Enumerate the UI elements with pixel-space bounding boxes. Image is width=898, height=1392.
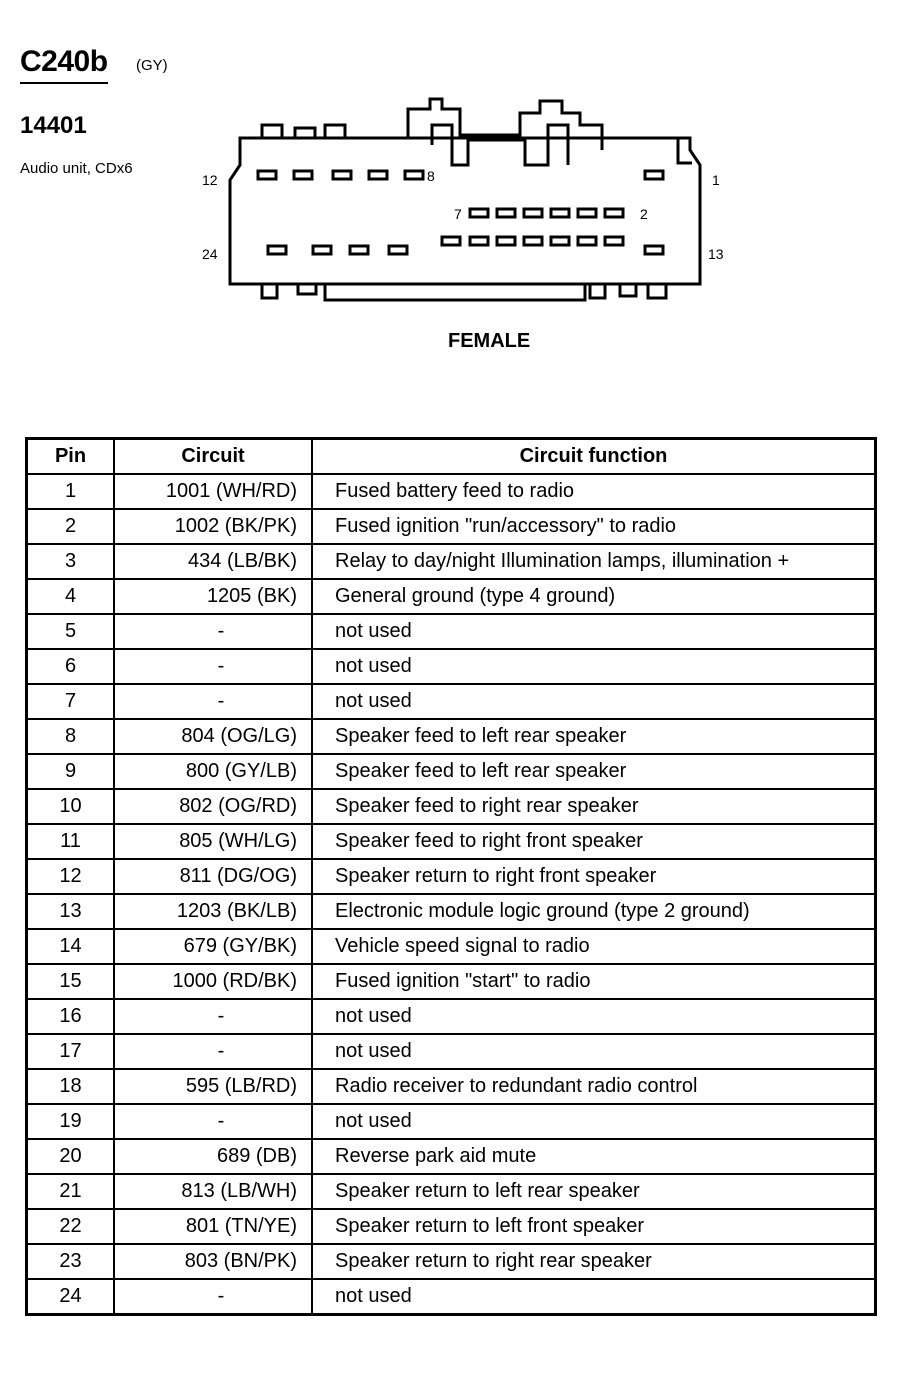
pin-number: 12 (27, 859, 115, 894)
circuit-function: Speaker feed to left rear speaker (312, 754, 876, 789)
table-row (27, 1034, 876, 1069)
bottom-tab (262, 284, 277, 298)
pin-cavity (578, 209, 596, 217)
pin-cavity (578, 237, 596, 245)
table-row (27, 684, 876, 719)
pin-cavity (470, 237, 488, 245)
bottom-tab (620, 284, 636, 296)
circuit-code: 1205 (BK) (114, 579, 312, 614)
part-number: 14401 (20, 112, 87, 139)
circuit-code: - (114, 1279, 312, 1315)
pin-number: 19 (27, 1104, 115, 1139)
circuit-function: Fused ignition "run/accessory" to radio (312, 509, 876, 544)
circuit-code: - (114, 614, 312, 649)
table-row (27, 719, 876, 754)
pin-cavity (605, 237, 623, 245)
circuit-function: Speaker feed to right front speaker (312, 824, 876, 859)
pin-number: 24 (27, 1279, 115, 1315)
circuit-function: not used (312, 649, 876, 684)
circuit-code: 801 (TN/YE) (114, 1209, 312, 1244)
table-row (27, 509, 876, 544)
pin-number: 4 (27, 579, 115, 614)
pin-cavity (389, 246, 407, 254)
header-function: Circuit function (312, 439, 876, 475)
pin-cavity (258, 171, 276, 179)
pin-table (25, 437, 877, 1316)
pin-cavity (497, 237, 515, 245)
table-row (27, 614, 876, 649)
top-latch (262, 125, 282, 138)
pin-label-13: 13 (708, 246, 724, 262)
pin-cavity (268, 246, 286, 254)
table-row (27, 1174, 876, 1209)
circuit-code: 1000 (RD/BK) (114, 964, 312, 999)
pin-cavity (645, 246, 663, 254)
circuit-function: Fused battery feed to radio (312, 474, 876, 509)
pin-cavity (313, 246, 331, 254)
circuit-code: - (114, 649, 312, 684)
pin-cavity (524, 209, 542, 217)
circuit-code: 802 (OG/RD) (114, 789, 312, 824)
circuit-code: - (114, 999, 312, 1034)
pin-number: 18 (27, 1069, 115, 1104)
circuit-code: 1203 (BK/LB) (114, 894, 312, 929)
table-row (27, 649, 876, 684)
table-row (27, 824, 876, 859)
table-row (27, 1069, 876, 1104)
circuit-code: 689 (DB) (114, 1139, 312, 1174)
circuit-function: Fused ignition "start" to radio (312, 964, 876, 999)
pin-cavity (470, 209, 488, 217)
circuit-function: not used (312, 1279, 876, 1315)
pin-number: 11 (27, 824, 115, 859)
circuit-function: Speaker return to left rear speaker (312, 1174, 876, 1209)
pin-cavity (551, 237, 569, 245)
connector-housing (230, 138, 700, 284)
pin-number: 17 (27, 1034, 115, 1069)
circuit-code: 595 (LB/RD) (114, 1069, 312, 1104)
table-row (27, 1139, 876, 1174)
component-name: Audio unit, CDx6 (20, 160, 133, 177)
pin-number: 10 (27, 789, 115, 824)
circuit-function: Speaker return to right rear speaker (312, 1244, 876, 1279)
circuit-function: not used (312, 684, 876, 719)
table-row (27, 544, 876, 579)
circuit-code: 1002 (BK/PK) (114, 509, 312, 544)
pin-label-7: 7 (454, 206, 462, 222)
circuit-function: not used (312, 1104, 876, 1139)
center-latch-inner (432, 125, 568, 165)
circuit-function: General ground (type 4 ground) (312, 579, 876, 614)
bottom-tab (590, 284, 605, 298)
pin-cavity (405, 171, 423, 179)
table-row (27, 754, 876, 789)
circuit-function: Speaker feed to left rear speaker (312, 719, 876, 754)
table-row (27, 474, 876, 509)
pin-number: 6 (27, 649, 115, 684)
circuit-code: - (114, 1104, 312, 1139)
table-row (27, 999, 876, 1034)
pin-number: 14 (27, 929, 115, 964)
circuit-function: Speaker return to left front speaker (312, 1209, 876, 1244)
table-row (27, 579, 876, 614)
pin-cavity (350, 246, 368, 254)
table-row (27, 789, 876, 824)
pin-number: 16 (27, 999, 115, 1034)
top-latch (325, 125, 345, 138)
table-row (27, 1244, 876, 1279)
pin-label-12: 12 (202, 172, 218, 188)
pin-cavity (497, 209, 515, 217)
header-pin: Pin (27, 439, 115, 475)
table-header-row (27, 439, 876, 475)
circuit-function: Reverse park aid mute (312, 1139, 876, 1174)
circuit-code: 679 (GY/BK) (114, 929, 312, 964)
pin-number: 23 (27, 1244, 115, 1279)
pin-number: 20 (27, 1139, 115, 1174)
pin-cavity (605, 209, 623, 217)
pin-cavity (333, 171, 351, 179)
pin-label-2: 2 (640, 206, 648, 222)
pin-number: 1 (27, 474, 115, 509)
pin-cavity (294, 171, 312, 179)
pin-cavity (369, 171, 387, 179)
pin-table-body (27, 474, 876, 1315)
circuit-code: 434 (LB/BK) (114, 544, 312, 579)
connector-color: (GY) (136, 57, 168, 74)
pin-number: 21 (27, 1174, 115, 1209)
bottom-tab (298, 284, 316, 294)
circuit-code: 803 (BN/PK) (114, 1244, 312, 1279)
circuit-code: 811 (DG/OG) (114, 859, 312, 894)
table-row (27, 1104, 876, 1139)
circuit-code: - (114, 684, 312, 719)
pin-label-24: 24 (202, 246, 218, 262)
circuit-function: not used (312, 1034, 876, 1069)
circuit-code: 805 (WH/LG) (114, 824, 312, 859)
bottom-tab (648, 284, 666, 298)
circuit-code: 1001 (WH/RD) (114, 474, 312, 509)
connector-id: C240b (20, 44, 108, 84)
connector-gender-label: FEMALE (448, 330, 531, 352)
pin-cavity (524, 237, 542, 245)
circuit-function: Relay to day/night Illumination lamps, illumination + (312, 544, 876, 579)
pin-number: 22 (27, 1209, 115, 1244)
table-row (27, 1209, 876, 1244)
connector-diagram (190, 95, 750, 310)
pin-number: 8 (27, 719, 115, 754)
pin-cavity (442, 237, 460, 245)
pin-number: 3 (27, 544, 115, 579)
circuit-function: not used (312, 999, 876, 1034)
pin-number: 13 (27, 894, 115, 929)
pin-label-1: 1 (712, 172, 720, 188)
pin-cavity (551, 209, 569, 217)
circuit-function: Vehicle speed signal to radio (312, 929, 876, 964)
circuit-function: not used (312, 614, 876, 649)
pin-number: 9 (27, 754, 115, 789)
circuit-code: 800 (GY/LB) (114, 754, 312, 789)
pin-number: 2 (27, 509, 115, 544)
circuit-code: - (114, 1034, 312, 1069)
pin-number: 15 (27, 964, 115, 999)
top-latch (295, 128, 315, 138)
table-row (27, 964, 876, 999)
header-circuit: Circuit (114, 439, 312, 475)
table-row (27, 894, 876, 929)
pin-number: 7 (27, 684, 115, 719)
pin-label-8: 8 (427, 168, 435, 184)
table-row (27, 1279, 876, 1315)
circuit-function: Electronic module logic ground (type 2 ground) (312, 894, 876, 929)
pin-number: 5 (27, 614, 115, 649)
circuit-function: Speaker feed to right rear speaker (312, 789, 876, 824)
circuit-function: Radio receiver to redundant radio control (312, 1069, 876, 1104)
bottom-rail (325, 284, 585, 300)
table-row (27, 929, 876, 964)
table-row (27, 859, 876, 894)
circuit-code: 813 (LB/WH) (114, 1174, 312, 1209)
circuit-code: 804 (OG/LG) (114, 719, 312, 754)
circuit-function: Speaker return to right front speaker (312, 859, 876, 894)
pin-cavity (645, 171, 663, 179)
